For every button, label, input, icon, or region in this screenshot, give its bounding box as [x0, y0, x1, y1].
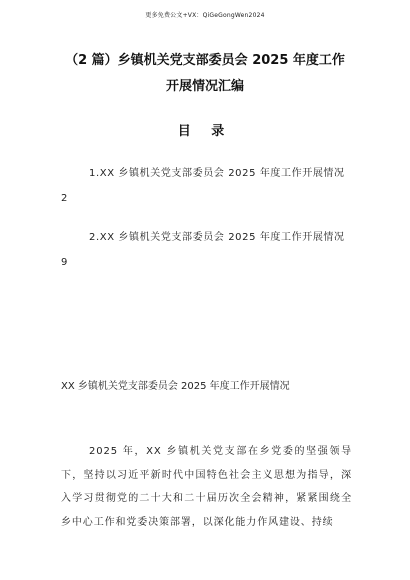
toc-entry-page: 9 — [61, 257, 68, 268]
header-note: 更多免费公文+VX：QiGeGongWen2024 — [145, 12, 265, 19]
section-title: XX 乡镇机关党支部委员会 2025 年度工作开展情况 — [61, 381, 290, 392]
toc-entry-page: 2 — [61, 193, 68, 204]
document-title: （2 篇）乡镇机关党支部委员会 2025 年度工作开展情况汇编 — [65, 53, 345, 94]
body-paragraph: 2025 年，XX 乡镇机关党支部在乡党委的坚强领导下，坚持以习近平新时代中国特色社会主义思想为指导，深入学习贯彻党的二十大和二十届历次全会精神，紧紧围绕全乡中心工作和党委决策部署，以深化能力作风建设、持续 — [61, 446, 352, 528]
toc-entry[interactable] — [61, 164, 361, 204]
toc-heading: 目 录 — [177, 124, 233, 139]
toc-entry-text: 1.XX 乡镇机关党支部委员会 2025 年度工作开展情况 — [89, 168, 345, 179]
toc-entry-text: 2.XX 乡镇机关党支部委员会 2025 年度工作开展情况 — [89, 232, 345, 243]
toc-entry[interactable] — [61, 228, 361, 268]
